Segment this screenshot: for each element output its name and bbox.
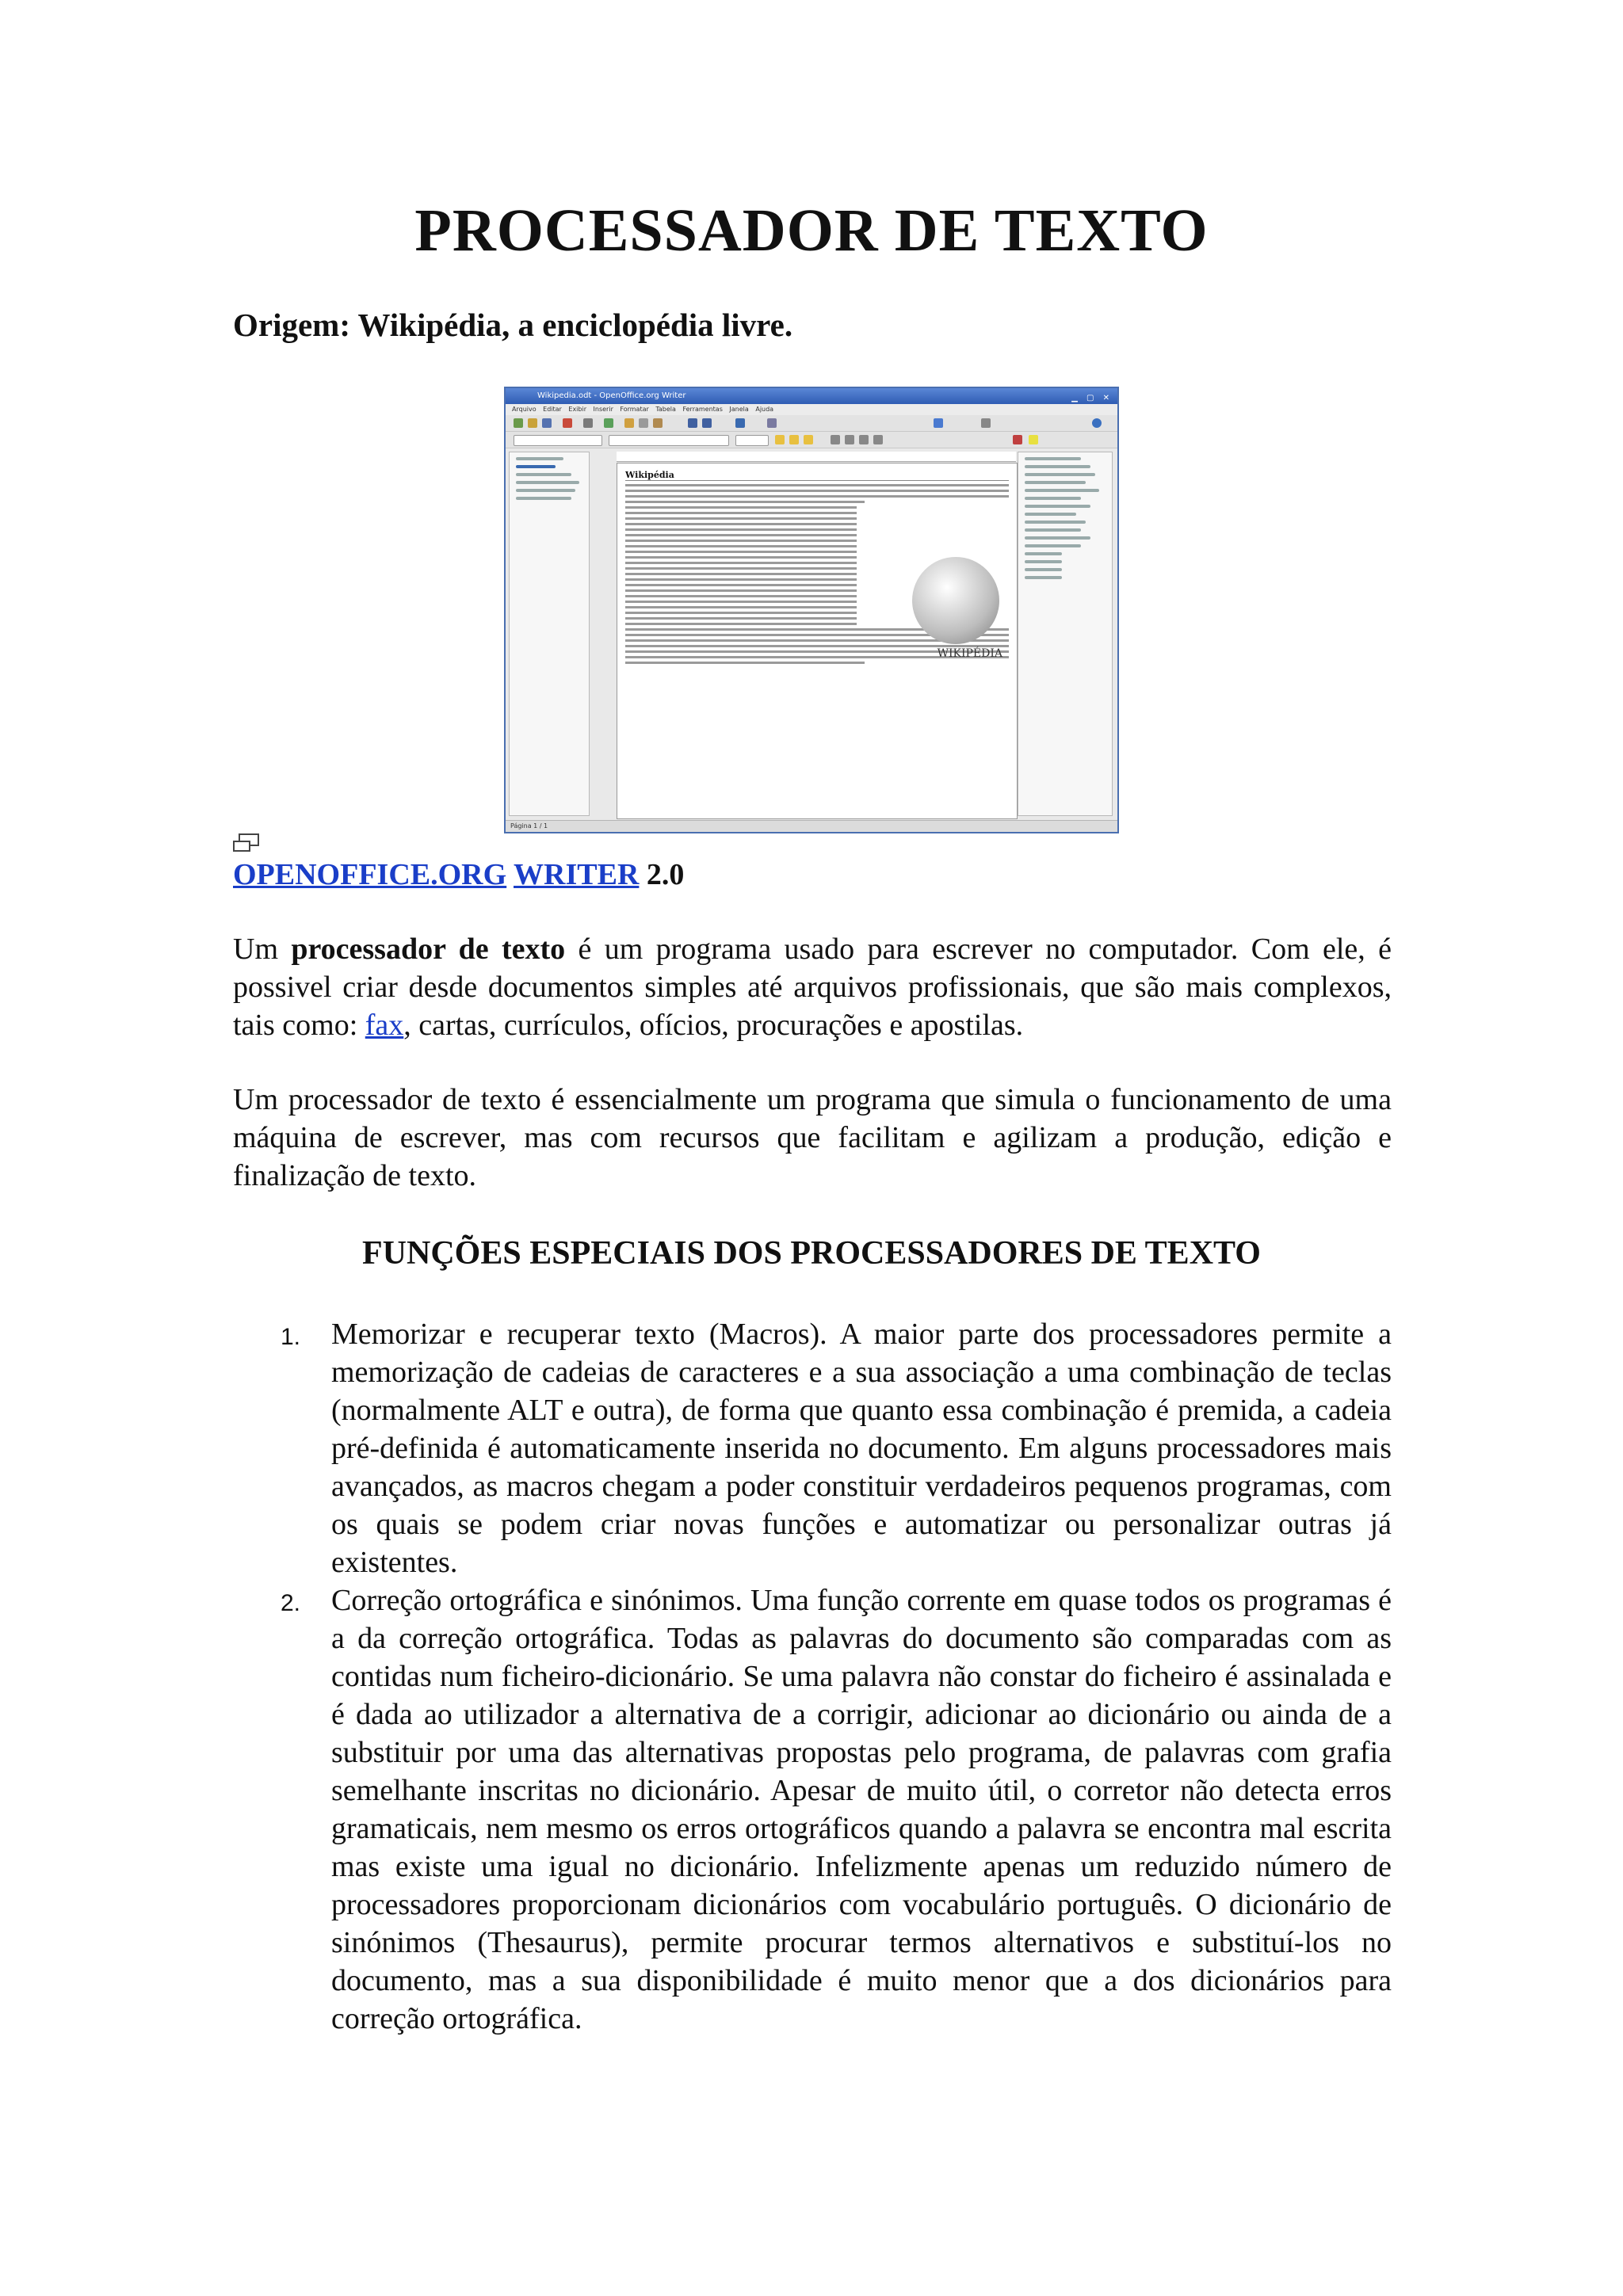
highlight-icon (1029, 435, 1038, 444)
p1-suffix: , cartas, currículos, ofícios, procurações e apostilas. (403, 1009, 1024, 1042)
print-icon (583, 418, 593, 428)
screenshot-navigator-panel (509, 452, 590, 816)
screenshot-styles-panel (1018, 452, 1113, 816)
list-item (233, 1315, 1392, 1581)
screenshot-toolbar-standard (506, 415, 1117, 432)
help-icon (1092, 418, 1102, 428)
align-left-icon (831, 435, 840, 444)
list-item (233, 1581, 1392, 2038)
caption-version: 2.0 (639, 858, 685, 891)
spellcheck-icon (604, 418, 613, 428)
origin-line: Origem: Wikipédia, a enciclopédia livre. (233, 307, 793, 343)
style-select-icon (514, 435, 602, 446)
wikipedia-globe-icon (912, 557, 999, 644)
screenshot-statusbar: Página 1 / 1 (506, 820, 1117, 832)
new-icon (514, 418, 523, 428)
p1-bold-term: processador de texto (291, 933, 566, 966)
hyperlink-icon (735, 418, 745, 428)
p1-prefix: Um (233, 933, 292, 966)
italic-icon (789, 435, 799, 444)
paste-icon (653, 418, 663, 428)
list-item-number: 2. (281, 1590, 301, 1616)
list-item-text: Memorizar e recuperar texto (Macros). A maior parte dos processadores permite a memorização de cadeias de caracteres e a sua associação a uma combinação de teclas (normalmente ALT e outra), de forma que quanto essa combinação é premida, a cadeia pré-definida é automaticamente inserida no documento. Em alguns processadores mais avançados, as macros chegam a poder constituir verdadeiros pequenos programas, com os quais se podem criar novas funções e automatizar ou personalizar outras já existentes. (331, 1318, 1392, 1579)
align-center-icon (845, 435, 854, 444)
size-select-icon (735, 435, 769, 446)
screenshot-ruler (617, 452, 1016, 462)
font-select-icon (609, 435, 729, 446)
bold-icon (775, 435, 785, 444)
undo-icon (688, 418, 697, 428)
navigator-icon (934, 418, 943, 428)
open-icon (528, 418, 537, 428)
screenshot-toolbar-formatting (506, 432, 1117, 448)
align-right-icon (859, 435, 869, 444)
screenshot-menubar: Arquivo Editar Exibir Inserir Formatar Tabela Ferramentas Janela Ajuda (506, 404, 1117, 415)
fax-link[interactable]: fax (365, 1009, 404, 1042)
list-item-number: 1. (281, 1324, 301, 1350)
table-icon (767, 418, 777, 428)
zoom-icon (981, 418, 991, 428)
pdf-icon (563, 418, 572, 428)
wikipedia-logo-text: WIKIPÉDIA (937, 647, 1002, 660)
screenshot-titlebar (506, 388, 1117, 404)
list-item-text: Correção ortográfica e sinónimos. Uma função corrente em quase todos os programas é a da correção ortográfica. Todas as palavras do documento são comparadas com as contidas num ficheiro-dicionário. Se uma palavra não constar do ficheiro é assinalada e é dada ao utilizador a alternativa de a corrigir, adicionar ao dicionário ou ainda de a substituir por uma das alternativas propostas pelo programa, de palavras com grafia semelhante inscritas no dicionário. Apesar de muito útil, o corretor não detecta erros gramaticais, nem mesmo os erros ortográficos quando a palavra se encontra mal escrita mas existe uma igual no dicionário. Infelizmente apenas um reduzido número de processadores proporcionam dicionários com vocabulário português. O dicionário de sinónimos (Thesaurus), permite procurar termos alternativos e substituí-los no documento, mas a sua disponibilidade é muito menor que a dos dicionários para correção ortográfica. (331, 1584, 1392, 2035)
window-controls-icon: ▁ ▢ ✕ (1071, 394, 1113, 402)
paragraph-description: Um processador de texto é essencialmente um programa que simula o funcionamento de uma máquina de escrever, mas com recursos que facilitam e agilizam a produção, edição e finalização de texto. (233, 1083, 1392, 1192)
writer-link[interactable]: WRITER (514, 858, 640, 891)
functions-list (233, 1315, 1392, 2038)
p1-text: é um programa usado para escrever no computador. Com ele, é possivel criar desde documentos simples até arquivos profissionais, que são mais complexos, tais como: (233, 933, 1392, 1042)
justify-icon (873, 435, 883, 444)
redo-icon (702, 418, 712, 428)
underline-icon (804, 435, 813, 444)
save-icon (542, 418, 552, 428)
section-heading: FUNÇÕES ESPECIAIS DOS PROCESSADORES DE TEXTO (362, 1235, 1261, 1272)
writer-screenshot[interactable] (504, 387, 1119, 833)
screenshot-window-title: Wikipedia.odt - OpenOffice.org Writer (537, 391, 686, 400)
enlarge-icon[interactable] (231, 832, 263, 854)
screenshot-document-page (617, 463, 1018, 819)
openoffice-link[interactable]: OPENOFFICE.ORG (233, 858, 507, 891)
figure-caption (233, 857, 684, 892)
copy-icon (639, 418, 648, 428)
font-color-icon (1013, 435, 1022, 444)
page-title: PROCESSADOR DE TEXTO (414, 197, 1209, 264)
cut-icon (624, 418, 634, 428)
paragraph-definition (233, 930, 1392, 1044)
screenshot-doc-heading: Wikipédia (625, 470, 1009, 481)
